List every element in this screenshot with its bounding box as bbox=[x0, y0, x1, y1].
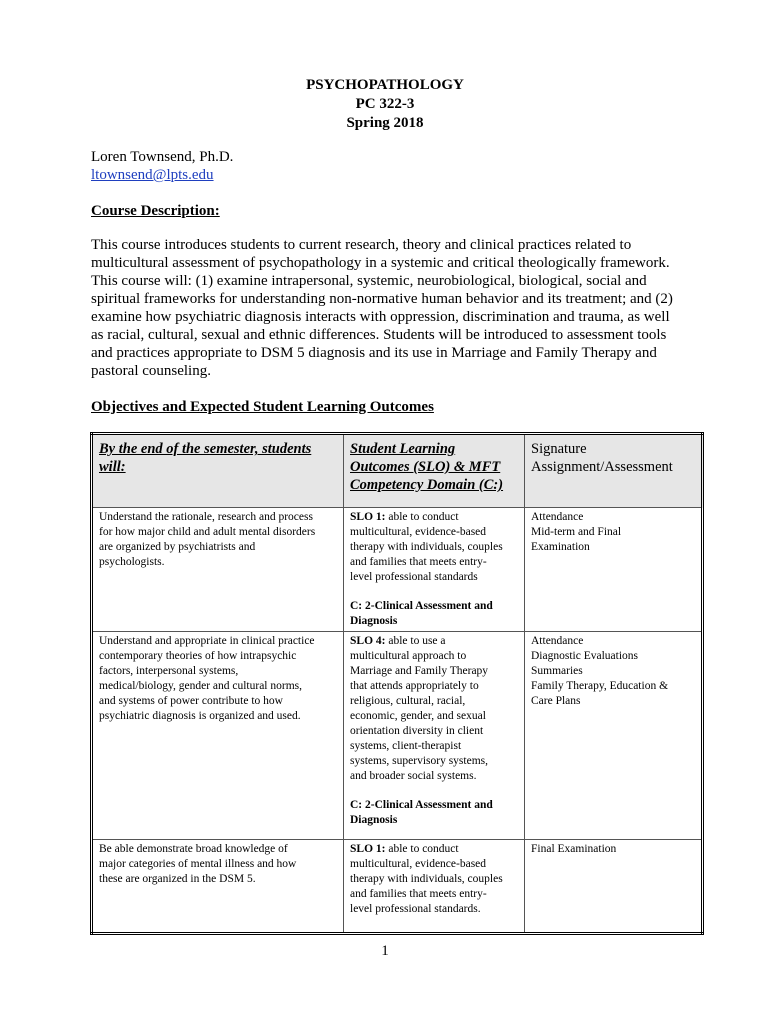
description-line: pastoral counseling. bbox=[91, 363, 211, 379]
header-objective: By the end of the semester, students will: bbox=[92, 434, 344, 508]
assessment-cell: Final Examination bbox=[525, 840, 703, 934]
page-number: 1 bbox=[381, 943, 389, 959]
objective-cell: Understand and appropriate in clinical practice contemporary theories of how intrapsychic factors, interpersonal systems, medical/biology, gender and cultural norms, and systems of power contribute to how psychiatric diagnosis is organized and used. bbox=[92, 632, 344, 840]
course-term: Spring 2018 bbox=[346, 115, 424, 131]
competency-domain: C: 2-Clinical Assessment and bbox=[350, 799, 493, 811]
competency-domain: C: 2-Clinical Assessment and bbox=[350, 600, 493, 612]
objectives-heading: Objectives and Expected Student Learning Outcomes bbox=[91, 399, 434, 415]
description-line: as racial, cultural, sexual and ethnic differences. Students will be introduced to assessment tools bbox=[91, 327, 667, 343]
description-line: spiritual frameworks for understanding non-normative human behavior and its treatment; and (2) bbox=[91, 291, 673, 307]
title-block bbox=[0, 76, 770, 133]
description-line: This course introduces students to current research, theory and clinical practices related to bbox=[91, 237, 632, 253]
description-line: This course will: (1) examine intrapersonal, systemic, neurobiological, biological, social and bbox=[91, 273, 647, 289]
assessment-cell: Attendance Diagnostic Evaluations Summaries Family Therapy, Education & Care Plans bbox=[525, 632, 703, 840]
slo-label: SLO 1: bbox=[350, 843, 386, 855]
slo-label: SLO 1: bbox=[350, 511, 386, 523]
course-code: PC 322-3 bbox=[355, 96, 415, 112]
slo-cell: SLO 1: able to conduct multicultural, evidence-based therapy with individuals, couples and families that meets entry- level professional standards C: 2-Clinical Assessment and Diagnosis bbox=[344, 508, 525, 632]
assessment-cell: Attendance Mid-term and Final Examination bbox=[525, 508, 703, 632]
header-assessment: Signature Assignment/Assessment bbox=[525, 434, 703, 508]
outcomes-table bbox=[90, 432, 704, 935]
slo-cell: SLO 1: able to conduct multicultural, evidence-based therapy with individuals, couples and families that meets entry- level professional standards. bbox=[344, 840, 525, 934]
objective-cell: Be able demonstrate broad knowledge of major categories of mental illness and how these are organized in the DSM 5. bbox=[92, 840, 344, 934]
objective-cell: Understand the rationale, research and process for how major child and adult mental disorders are organized by psychiatrists and psychologists. bbox=[92, 508, 344, 632]
course-title: PSYCHOPATHOLOGY bbox=[306, 77, 464, 93]
instructor-name: Loren Townsend, Ph.D. bbox=[91, 149, 234, 165]
table-row bbox=[92, 632, 703, 840]
table-header-row bbox=[92, 434, 703, 508]
table-row bbox=[92, 840, 703, 934]
description-line: multicultural assessment of psychopathology in a systemic and critical theologically framework. bbox=[91, 255, 670, 271]
slo-cell: SLO 4: able to use a multicultural approach to Marriage and Family Therapy that attends appropriately to religious, cultural, racial, economic, gender, and sexual orientation diversity in client systems, client-therapist systems, supervisory systems, and broader social systems. C: 2-Clinical Assessment and Diagnosis bbox=[344, 632, 525, 840]
description-line: and practices appropriate to DSM 5 diagnosis and its use in Marriage and Family Therapy and bbox=[91, 345, 657, 361]
slo-label: SLO 4: bbox=[350, 635, 386, 647]
description-line: examine how psychiatric diagnosis interacts with oppression, discrimination and trauma, as well bbox=[91, 309, 670, 325]
course-description-text bbox=[91, 236, 691, 380]
header-slo: Student Learning Outcomes (SLO) & MFT Competency Domain (C:) bbox=[344, 434, 525, 508]
instructor-email-link[interactable]: ltownsend@lpts.edu bbox=[91, 167, 214, 183]
course-description-heading: Course Description: bbox=[91, 203, 220, 219]
table-row bbox=[92, 508, 703, 632]
